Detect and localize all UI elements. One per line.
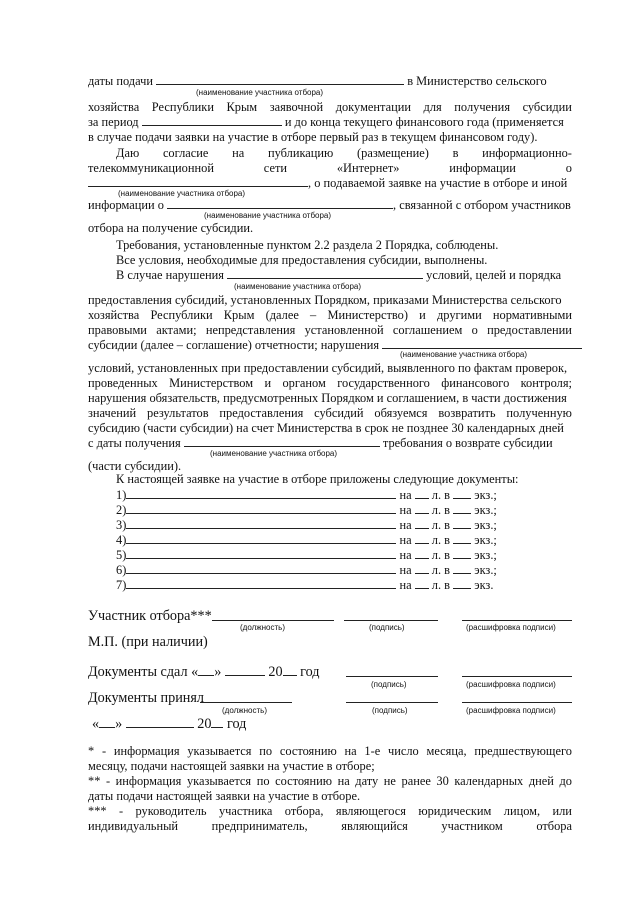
caption-participant-name-6: (наименование участника отбора) [210, 449, 338, 458]
text: даты подачи [88, 74, 153, 88]
doc-row-4: 4) на л. в экз.; [116, 533, 497, 547]
p5-line5: субсидии (далее – соглашение) отчетности; нарушения [88, 338, 582, 352]
p5-line11: с даты получения требования о возврате субсидии [88, 436, 553, 450]
submitted-decode-field[interactable] [462, 676, 572, 677]
p5-line4: правовыми актами; непредставления установленной соглашением о предоставлении [88, 323, 572, 337]
position-field[interactable] [212, 620, 334, 621]
caption-participant-name-3: (наименование участника отбора) [204, 211, 332, 220]
doc-row-3: 3) на л. в экз.; [116, 518, 497, 532]
caption-participant-name-5: (наименование участника отбора) [400, 350, 528, 359]
doc-row-2: 2) на л. в экз.; [116, 503, 497, 517]
caption-decode-3: (расшифровка подписи) [466, 706, 556, 715]
caption-participant-name: (наименование участника отбора) [196, 88, 324, 97]
p5-line6: условий, установленных при предоставлении субсидий, выявленного по фактам проверок, [88, 361, 568, 375]
participant-name-field-3[interactable] [167, 198, 393, 209]
p5-line12: (части субсидии). [88, 459, 182, 473]
p5-line3: хозяйства Республики Крым (далее – Министерство) и другими нормативными [88, 308, 572, 322]
copies-field[interactable] [453, 548, 471, 559]
year-field[interactable] [211, 717, 223, 728]
accepted-position-field[interactable] [200, 702, 292, 703]
participant-name-field-5[interactable] [382, 338, 582, 349]
caption-signature: (подпись) [369, 623, 405, 632]
caption-position: (должность) [240, 623, 285, 632]
participant-name-field-4[interactable] [227, 268, 423, 279]
year-field[interactable] [283, 665, 297, 676]
pages-field[interactable] [415, 518, 429, 529]
accepted-decode-field[interactable] [462, 702, 572, 703]
p5-line2: предоставления субсидий, установленных Порядком, приказами Министерства сельского [88, 293, 562, 307]
copies-field[interactable] [453, 533, 471, 544]
accepted-label: Документы принял [88, 690, 204, 706]
caption-signature-2: (подпись) [371, 680, 407, 689]
p5-line9: значений результатов предоставления субсидий обязуемся возвратить полученную [88, 406, 572, 420]
p4: Все условия, необходимые для предоставления субсидии, выполнены. [116, 253, 488, 267]
stamp-label: М.П. (при наличии) [88, 634, 208, 650]
p2-line4: информации о , связанной с отбором участников [88, 198, 571, 212]
pages-field[interactable] [415, 578, 429, 589]
doc-row-1: 1) на л. в экз.; [116, 488, 497, 502]
footnote-2-line2: даты подачи настоящей заявки на участие в отборе. [88, 789, 361, 803]
caption-decode-2: (расшифровка подписи) [466, 680, 556, 689]
doc-row-5: 5) на л. в экз.; [116, 548, 497, 562]
copies-field[interactable] [453, 503, 471, 514]
accepted-signature-field[interactable] [346, 702, 438, 703]
footnote-1-line1: * - информация указывается по состоянию на 1-е число месяца, предшествующего [88, 744, 572, 758]
doc-name-field[interactable] [126, 488, 396, 499]
doc-name-field[interactable] [126, 563, 396, 574]
caption-decode: (расшифровка подписи) [466, 623, 556, 632]
p1-line4: в случае подачи заявки на участие в отборе первый раз в текущем финансовом году). [88, 130, 538, 144]
month-field[interactable] [126, 717, 194, 728]
doc-name-field[interactable] [126, 548, 396, 559]
caption-signature-3: (подпись) [372, 706, 408, 715]
caption-participant-name-4: (наименование участника отбора) [234, 282, 362, 291]
p1-line1 [88, 74, 547, 88]
pages-field[interactable] [415, 503, 429, 514]
p2-line3: , о подаваемой заявке на участие в отборе и иной [88, 176, 567, 190]
footnote-3-line1: *** - руководитель участника отбора, являющегося юридическим лицом, или [88, 804, 572, 818]
p5-line7: проведенных Министерством и органом государственного финансового контроля; [88, 376, 572, 390]
footnote-2-line1: ** - информация указывается по состоянию на дату не ранее 30 календарных дней до [88, 774, 572, 788]
p1-line2: хозяйства Республики Крым заявочной документации для получения субсидии [88, 100, 572, 114]
copies-field[interactable] [453, 488, 471, 499]
participant-label: Участник отбора*** [88, 608, 212, 624]
p5-line1: В случае нарушения условий, целей и порядка [116, 268, 562, 282]
p5-line8: нарушения обязательств, предусмотренных Порядком и соглашением, в части достижения [88, 391, 567, 405]
copies-field[interactable] [453, 578, 471, 589]
p1-line3: за период и до конца текущего финансового года (применяется [88, 115, 564, 129]
doc-name-field[interactable] [126, 533, 396, 544]
pages-field[interactable] [415, 548, 429, 559]
day-field[interactable] [99, 717, 115, 728]
pages-field[interactable] [415, 563, 429, 574]
participant-name-field-2[interactable] [88, 176, 308, 187]
signature-field[interactable] [344, 620, 438, 621]
participant-name-field[interactable] [156, 74, 404, 85]
docs-intro: К настоящей заявке на участие в отборе приложены следующие документы: [116, 472, 519, 486]
pages-field[interactable] [415, 488, 429, 499]
caption-participant-name-2: (наименование участника отбора) [118, 189, 246, 198]
doc-name-field[interactable] [126, 503, 396, 514]
p2-line2: телекоммуникационной сети «Интернет» информации о [88, 161, 572, 175]
doc-name-field[interactable] [126, 578, 396, 589]
doc-row-6: 6) на л. в экз.; [116, 563, 497, 577]
copies-field[interactable] [453, 563, 471, 574]
p2-line1: Даю согласие на публикацию (размещение) в информационно- [116, 146, 572, 160]
participant-name-field-6[interactable] [184, 436, 380, 447]
doc-row-7: 7) на л. в экз. [116, 578, 494, 592]
footnote-1-line2: месяцу, подачи настоящей заявки на участие в отборе; [88, 759, 375, 773]
copies-field[interactable] [453, 518, 471, 529]
caption-position-2: (должность) [222, 706, 267, 715]
p2-line5: отбора на получение субсидии. [88, 221, 254, 235]
signature-decode-field[interactable] [462, 620, 572, 621]
doc-name-field[interactable] [126, 518, 396, 529]
text: в Министерство сельского [407, 74, 547, 88]
day-field[interactable] [198, 665, 214, 676]
submitted-row: Документы сдал « » 20 год [88, 664, 320, 680]
month-field[interactable] [225, 665, 265, 676]
pages-field[interactable] [415, 533, 429, 544]
p3: Требования, установленные пунктом 2.2 раздела 2 Порядка, соблюдены. [116, 238, 499, 252]
accepted-date-row: « » 20 год [92, 716, 247, 732]
p5-line10: субсидию (части субсидии) на счет Министерства в срок не позднее 30 календарных дней [88, 421, 564, 435]
footnote-3-line2: индивидуальный предприниматель, являющийся участником отбора [88, 819, 572, 833]
submitted-signature-field[interactable] [346, 676, 438, 677]
period-field[interactable] [142, 115, 282, 126]
